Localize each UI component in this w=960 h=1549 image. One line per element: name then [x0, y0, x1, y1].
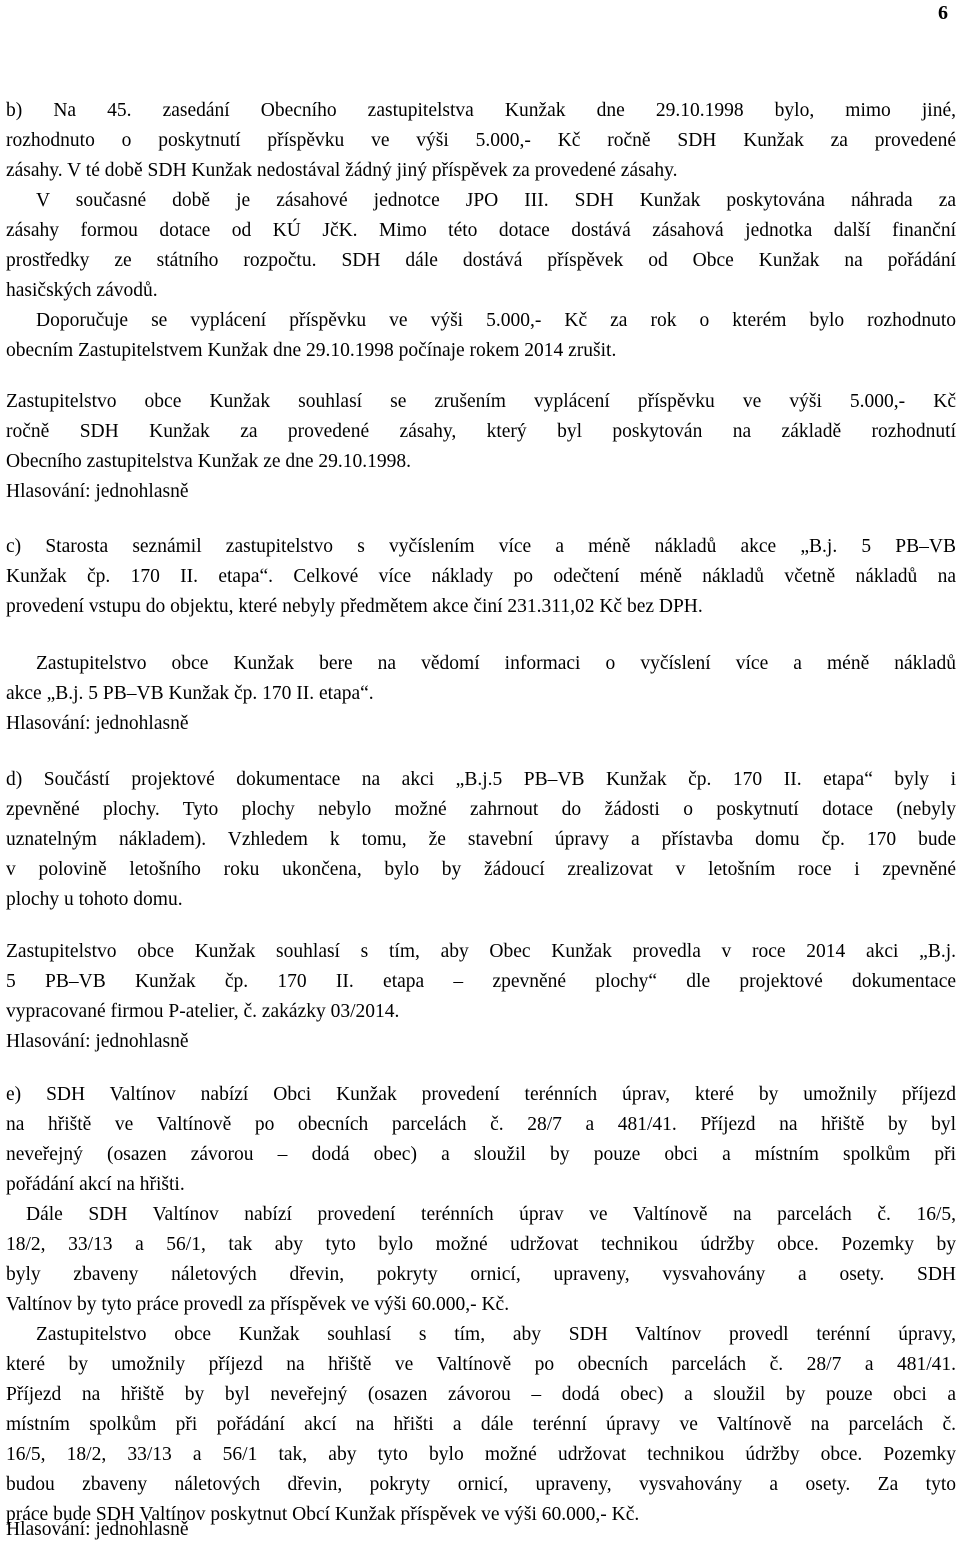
vote-result: Hlasování: jednohlasně [6, 1031, 189, 1052]
section-b-line: zásahy formou dotace od KÚ JčK. Mimo této dotace dostává zásahová jednotka další finanční [6, 220, 956, 241]
resolution-line: Zastupitelstvo obce Kunžak souhlasí se zrušením vyplácení příspěvku ve výši 5.000,- Kč [6, 391, 956, 412]
resolution-line: které by umožnily příjezd na hřiště ve Valtínově po obecních parcelách č. 28/7 a 481/41. [6, 1354, 956, 1375]
section-e-line: neveřejný (osazen závorou – dodá obec) a sloužil by pouze obci a místním spolkům při [6, 1144, 956, 1165]
resolution-line: 5 PB–VB Kunžak čp. 170 II. etapa – zpevněné plochy“ dle projektové dokumentace [6, 971, 956, 992]
page-number: 6 [938, 2, 948, 24]
resolution-line: práce bude SDH Valtínov poskytnut Obcí Kunžak příspěvek ve výši 60.000,- Kč. [6, 1504, 640, 1525]
section-b-line: V současné době je zásahové jednotce JPO III. SDH Kunžak poskytována náhrada za [36, 190, 956, 211]
section-b-line: zásahy. V té době SDH Kunžak nedostával žádný jiný příspěvek za provedené zásahy. [6, 160, 678, 181]
section-c-line: provedení vstupu do objektu, které nebyly předmětem akce činí 231.311,02 Kč bez DPH. [6, 596, 703, 617]
resolution-line: ročně SDH Kunžak za provedené zásahy, který byl poskytován na základě rozhodnutí [6, 421, 956, 442]
resolution-line: Zastupitelstvo obce Kunžak bere na vědomí informaci o vyčíslení více a méně nákladů [36, 653, 956, 674]
section-c-line: Kunžak čp. 170 II. etapa“. Celkové více náklady po odečtení méně nákladů včetně nákladů na [6, 566, 956, 587]
section-e-line: Valtínov by tyto práce provedl za příspěvek ve výši 60.000,- Kč. [6, 1294, 510, 1315]
section-e-line: 18/2, 33/13 a 56/1, tak aby tyto bylo možné udržovat technikou údržby obce. Pozemky by [6, 1234, 956, 1255]
section-b-line: obecním Zastupitelstvem Kunžak dne 29.10.1998 počínaje rokem 2014 zrušit. [6, 340, 617, 361]
section-b-line: hasičských závodů. [6, 280, 158, 301]
section-d-line: plochy u tohoto domu. [6, 889, 183, 910]
section-e-line: pořádání akcí na hřišti. [6, 1174, 185, 1195]
resolution-line: vypracované firmou P-atelier, č. zakázky 03/2014. [6, 1001, 400, 1022]
section-c-line: c) Starosta seznámil zastupitelstvo s vyčíslením více a méně nákladů akce „B.j. 5 PB–VB [6, 536, 956, 557]
vote-result: Hlasování: jednohlasně [6, 1519, 189, 1540]
section-d-line: d) Součástí projektové dokumentace na akci „B.j.5 PB–VB Kunžak čp. 170 II. etapa“ byly i [6, 769, 956, 790]
vote-result: Hlasování: jednohlasně [6, 481, 189, 502]
resolution-line: Zastupitelstvo obce Kunžak souhlasí s tím, aby Obec Kunžak provedla v roce 2014 akci „B.j. [6, 941, 956, 962]
section-e-line: byly zbaveny náletových dřevin, pokryty ornicí, upraveny, vysvahovány a osety. SDH [6, 1264, 956, 1285]
section-b-line: Doporučuje se vyplácení příspěvku ve výši 5.000,- Kč za rok o kterém bylo rozhodnuto [36, 310, 956, 331]
section-b-line: prostředky ze státního rozpočtu. SDH dále dostává příspěvek od Obce Kunžak na pořádání [6, 250, 956, 271]
section-d-line: uznatelným nákladem). Vzhledem k tomu, že stavební úpravy a přístavba domu čp. 170 bude [6, 829, 956, 850]
resolution-line: místním spolkům při pořádání akcí na hřišti a dále terénní úpravy ve Valtínově na parcelách č. [6, 1414, 956, 1435]
resolution-line: budou zbaveny náletových dřevin, pokryty ornicí, upraveny, vysvahovány a osety. Za tyto [6, 1474, 956, 1495]
resolution-line: Obecního zastupitelstva Kunžak ze dne 29.10.1998. [6, 451, 412, 472]
section-e-line: Dále SDH Valtínov nabízí provedení terénních úprav ve Valtínově na parcelách č. 16/5, [26, 1204, 956, 1225]
resolution-line: Příjezd na hřiště by byl neveřejný (osazen závorou – dodá obec) a sloužil by pouze obci a [6, 1384, 956, 1405]
section-e-line: na hřiště ve Valtínově po obecních parcelách č. 28/7 a 481/41. Příjezd na hřiště by byl [6, 1114, 956, 1135]
section-e-line: e) SDH Valtínov nabízí Obci Kunžak provedení terénních úprav, které by umožnily příjezd [6, 1084, 956, 1105]
section-b-line: b) Na 45. zasedání Obecního zastupitelstva Kunžak dne 29.10.1998 bylo, mimo jiné, [6, 100, 956, 121]
vote-result: Hlasování: jednohlasně [6, 713, 189, 734]
resolution-line: 16/5, 18/2, 33/13 a 56/1 tak, aby tyto bylo možné udržovat technikou údržby obce. Pozemky [6, 1444, 956, 1465]
section-d-line: zpevněné plochy. Tyto plochy nebylo možné zahrnout do žádosti o poskytnutí dotace (nebyly [6, 799, 956, 820]
resolution-line: akce „B.j. 5 PB–VB Kunžak čp. 170 II. etapa“. [6, 683, 374, 704]
section-d-line: v polovině letošního roku ukončena, bylo by žádoucí zrealizovat v letošním roce i zpevněné [6, 859, 956, 880]
section-b-line: rozhodnuto o poskytnutí příspěvku ve výši 5.000,- Kč ročně SDH Kunžak za provedené [6, 130, 956, 151]
resolution-line: Zastupitelstvo obce Kunžak souhlasí s tím, aby SDH Valtínov provedl terénní úpravy, [36, 1324, 956, 1345]
